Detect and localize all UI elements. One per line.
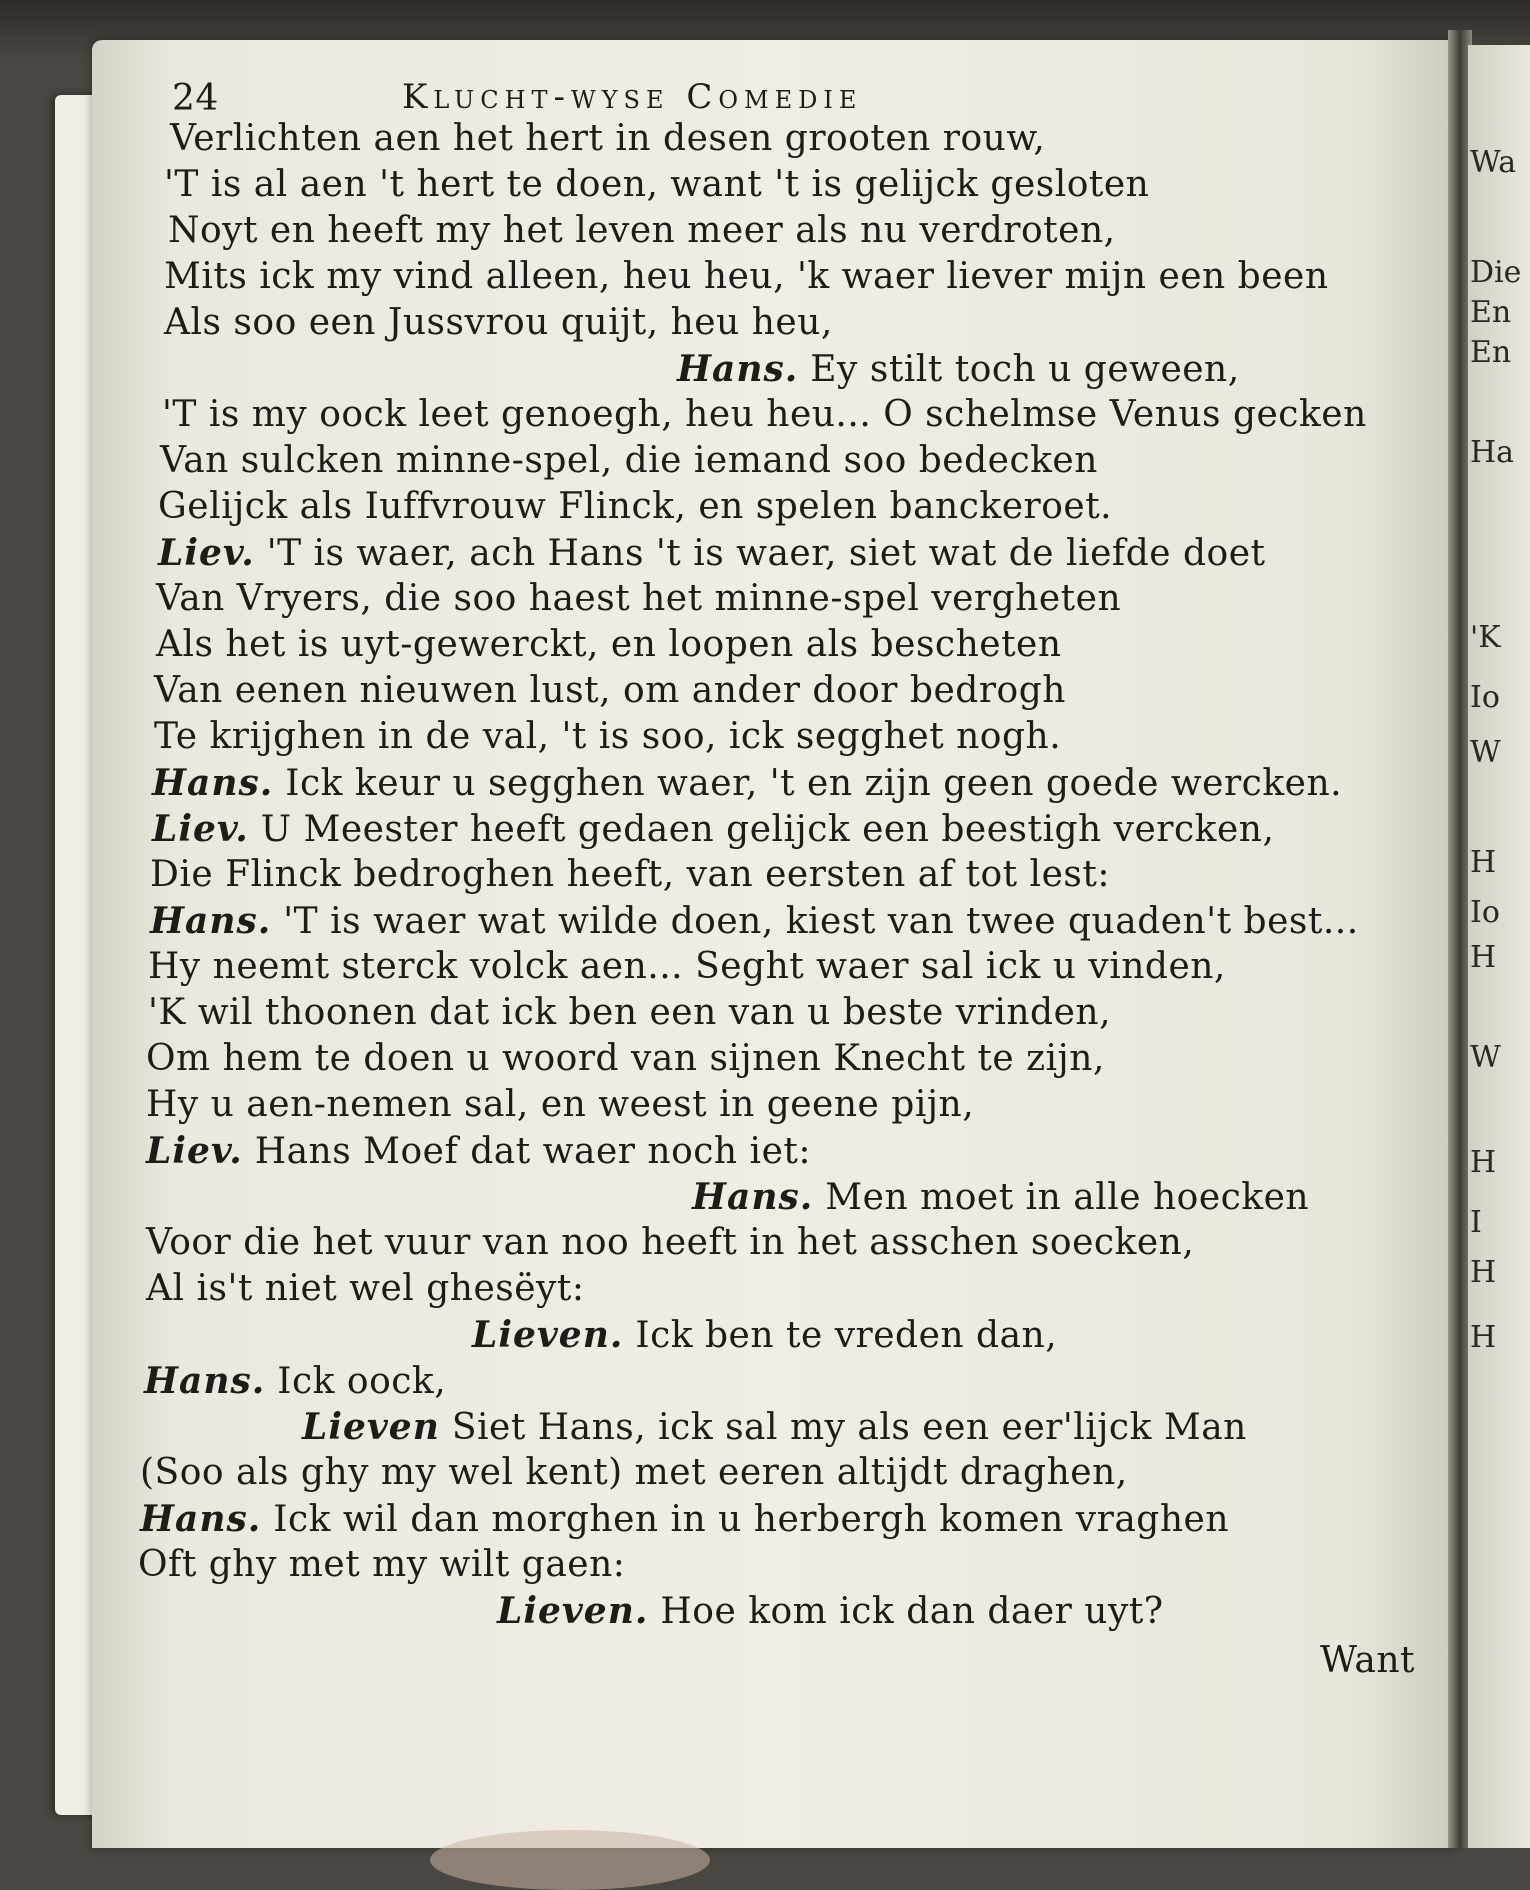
speaker-name: Lieven. [472,1314,624,1356]
verse-line: Voor die het vuur van noo heeft in het asschen soecken, [146,1222,1195,1263]
facing-text: I [1470,1205,1482,1240]
page-number: 24 [172,78,219,119]
verse-line: Als soo een Jussvrou quijt, heu heu, [164,302,833,343]
speaker-name: Hans. [150,900,272,942]
verse-line: 'T is my oock leet genoegh, heu heu... O schelmse Venus gecken [162,394,1367,435]
verse-line: Liev. 'T is waer, ach Hans 't is waer, siet wat de liefde doet [158,532,1266,574]
facing-text: W [1470,1040,1501,1075]
speaker-name: Hans. [677,348,799,390]
facing-text: H [1470,1255,1497,1290]
verse-line: Mits ick my vind alleen, heu heu, 'k waer liever mijn een been [164,256,1329,297]
facing-text: En [1470,295,1512,330]
verse-line: Hans. Men moet in alle hoecken [692,1176,1310,1218]
facing-text: H [1470,1145,1497,1180]
verse-line: Al is't niet wel ghesëyt: [146,1268,585,1309]
verse-line: Van sulcken minne-spel, die iemand soo bedecken [160,440,1098,481]
speaker-name: Hans. [140,1498,262,1540]
facing-text: 'K [1470,620,1501,655]
speaker-name: Liev. [152,808,249,850]
facing-text: H [1470,940,1497,975]
verse-line: Hy u aen-nemen sal, en weest in geene pijn, [146,1084,975,1125]
speaker-name: Liev. [146,1130,243,1172]
verse-line: Lieven. Ick ben te vreden dan, [472,1314,1058,1356]
verse-line: 'K wil thoonen dat ick ben een van u beste vrinden, [148,992,1112,1033]
verse-line: Als het is uyt-gewerckt, en loopen als bescheten [156,624,1062,665]
facing-text: Io [1470,895,1500,930]
facing-text: En [1470,335,1512,370]
verse-line: Lieven. Hoe kom ick dan daer uyt? [497,1590,1164,1632]
verse-line: Liev. U Meester heeft gedaen gelijck een beestigh vercken, [152,808,1275,850]
speaker-name: Hans. [692,1176,814,1218]
speaker-name: Hans. [152,762,274,804]
facing-text: H [1470,1320,1497,1355]
verse-line: Liev. Hans Moef dat waer noch iet: [146,1130,811,1172]
speaker-name: Hans. [144,1360,266,1402]
holding-thumb [430,1830,710,1890]
verse-line: Hans. Ey stilt toch u geween, [677,348,1240,390]
verse-line: Die Flinck bedroghen heeft, van eersten af tot lest: [150,854,1110,895]
speaker-name: Lieven. [497,1590,649,1632]
facing-text: Die [1470,255,1522,290]
verse-line: (Soo als ghy my wel kent) met eeren altijdt draghen, [140,1452,1128,1493]
verse-line: Te krijghen in de val, 't is soo, ick segghet nogh. [154,716,1062,757]
verse-line: Hy neemt sterck volck aen... Seght waer sal ick u vinden, [148,946,1226,987]
running-title: Klucht-wyse Comedie [402,77,863,117]
verse-line: Verlichten aen het hert in desen grooten rouw, [170,118,1046,159]
speaker-name: Liev. [158,532,255,574]
verse-line: Hans. Ick wil dan morghen in u herbergh komen vraghen [140,1498,1230,1540]
verse-line: Hans. Ick oock, [144,1360,447,1402]
verse-line: 'T is al aen 't hert te doen, want 't is gelijck gesloten [164,164,1150,205]
verse-line: Hans. 'T is waer wat wilde doen, kiest van twee quaden't best... [150,900,1359,942]
verse-line: Van eenen nieuwen lust, om ander door bedrogh [154,670,1066,711]
verse-line: Noyt en heeft my het leven meer als nu verdroten, [168,210,1116,251]
facing-text: Wa [1470,145,1517,180]
page-text [92,40,1457,1848]
book-page [92,40,1457,1848]
verse-line: Gelijck als Iuffvrouw Flinck, en spelen banckeroet. [158,486,1113,527]
facing-page-edge [1468,45,1530,1848]
facing-text: Io [1470,680,1500,715]
verse-line: Lieven Siet Hans, ick sal my als een eer'lijck Man [302,1406,1247,1448]
speaker-name: Lieven [302,1406,440,1448]
verse-line: Om hem te doen u woord van sijnen Knecht te zijn, [146,1038,1105,1079]
facing-text: W [1470,735,1501,770]
verse-line: Van Vryers, die soo haest het minne-spel vergheten [156,578,1122,619]
facing-text: H [1470,845,1497,880]
verse-line: Oft ghy met my wilt gaen: [138,1544,626,1585]
catchword: Want [1320,1640,1415,1681]
verse-line: Hans. Ick keur u segghen waer, 't en zijn geen goede wercken. [152,762,1343,804]
facing-text: Ha [1470,435,1515,470]
